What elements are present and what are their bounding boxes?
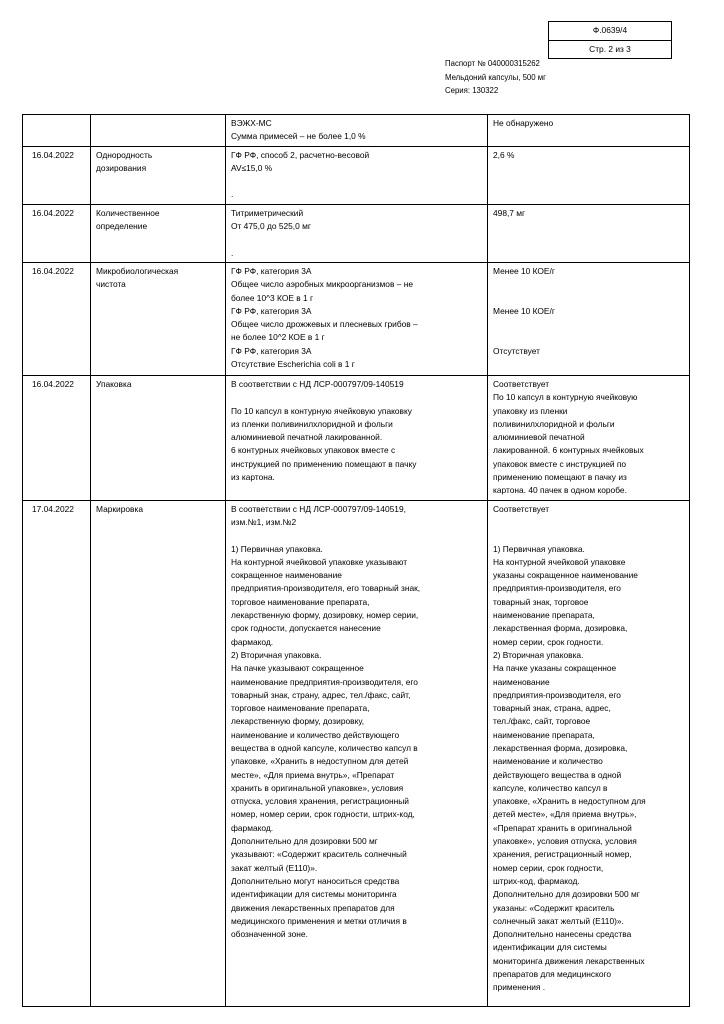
result-cell-line: 498,7 мг [493,207,526,218]
indicator-cell [91,115,226,147]
norm-cell-line: Общее число аэробных микроорганизмов – не [231,279,414,290]
result-cell-line [493,292,684,305]
norm-cell-line: В соответствии с НД ЛСР-000797/09-140519, [231,503,406,514]
norm-cell-line: 2) Вторичная упаковка. [231,649,322,660]
indicator-cell-line: Микробиологическая [96,265,179,276]
result-cell-line: алюминиевой печатной [493,432,585,443]
page-number: Стр. 2 из 3 [549,40,671,58]
indicator-cell [91,146,226,204]
date-text: 16.04.2022 [32,149,74,160]
norm-cell-line: хранить в оригинальной упаковке», условия [231,782,404,793]
test-results-table [22,114,690,1007]
norm-cell-line: инструкцией по применению помещают в пачку [231,458,417,469]
result-cell [488,375,690,500]
norm-cell-line: Сумма примесей – не более 1,0 % [231,131,366,142]
norm-cell-line: Титриметрический [231,207,304,218]
result-cell-line: упаковку из пленки [493,405,568,416]
result-cell-line: На пачке указаны сокращенное [493,663,617,674]
norm-cell-line: ГФ РФ, категория 3А [231,345,312,356]
result-cell-line: хранения, регистрационный номер, [493,849,632,860]
norm-cell-line: Дополнительно для дозировки 500 мг [231,836,378,847]
result-cell [488,204,690,262]
result-cell-line: препаратов для медицинского [493,969,612,980]
result-cell-line [493,318,684,331]
norm-cell-line: из картона. [231,472,275,483]
result-cell-line: 2,6 % [493,149,515,160]
norm-cell [226,146,488,204]
series-number: Серия: 130322 [445,86,499,95]
norm-cell-line: срок годности, допускается нанесение [231,623,381,634]
passport-header [445,57,546,98]
indicator-cell-line: Упаковка [96,378,132,389]
norm-cell-line: ВЭЖХ-МС [231,118,272,128]
date-cell [23,204,91,262]
date-cell [23,262,91,375]
norm-cell-line [231,233,482,246]
indicator-cell-line: определение [96,221,148,232]
result-cell-line: детей месте», «Для приема внутрь», [493,809,637,820]
norm-cell-line: На контурной ячейковой упаковке указывают [231,556,408,567]
norm-cell-line: На пачке указывают сокращенное [231,663,364,674]
norm-cell-line: упаковке, «Хранить в недоступном для детей [231,756,409,767]
norm-cell-line: предприятия-производителя, его товарный знак, [231,583,421,594]
norm-cell-line: По 10 капсул в контурную ячейковую упаковку [231,405,412,416]
norm-cell-line: 6 контурных ячейковых упаковок вместе с [231,445,396,456]
result-cell-line: лекарственная форма, дозировка, [493,623,628,634]
norm-cell [226,375,488,500]
result-cell-line: упаковке», условия отпуска, условия [493,836,637,847]
result-cell-line: указаны: «Содержит краситель [493,902,615,913]
date-text: 17.04.2022 [32,503,74,514]
result-cell-line: номер серии, срок годности. [493,636,604,647]
norm-cell-line: торговое наименование препарата, [231,596,370,607]
result-cell-line: Менее 10 КОЕ/г [493,265,555,276]
norm-cell-line: отпуска, условия хранения, регистрационный [231,796,409,807]
table-row [23,262,690,375]
norm-cell-line: вещества в одной капсуле, количество капсул в [231,742,418,753]
result-cell-line [493,278,684,291]
norm-cell [226,204,488,262]
result-cell-line [493,529,684,542]
result-cell-line: капсуле, количество капсул в [493,782,608,793]
norm-cell-line: обозначенной зоне. [231,929,308,940]
table-row [23,115,690,147]
norm-cell-line [231,175,482,188]
result-cell [488,146,690,204]
result-cell-line: «Препарат хранить в оригинальной [493,822,632,833]
norm-cell-line: . [231,247,234,258]
norm-cell-line: алюминиевой печатной лакированной. [231,432,383,443]
result-cell-line: номер серии, срок годности, [493,862,604,873]
norm-cell-line: фармакод. [231,822,274,833]
norm-cell-line: медицинского применения и метки отличия в [231,915,407,926]
date-cell [23,115,91,147]
result-cell [488,500,690,1006]
indicator-cell-line: Однородность [96,149,153,160]
result-cell-line: применению помещают в пачку из [493,472,627,483]
norm-cell-line: ГФ РФ, способ 2, расчетно-весовой [231,149,370,160]
norm-cell-line: номер, номер серии, срок годности, штрих-код, [231,809,415,820]
result-cell-line: лекарственная форма, дозировка, [493,742,628,753]
result-cell-line: Менее 10 КОЕ/г [493,305,555,316]
norm-cell [226,262,488,375]
result-cell [488,262,690,375]
norm-cell-line: Отсутствие Escherichia coli в 1 г [231,359,355,370]
result-cell-line [493,516,684,529]
norm-cell-line: фармакод. [231,636,274,647]
result-cell-line: картона. 40 пачек в одном коробе. [493,485,627,496]
form-code: Ф.0639/4 [592,25,628,35]
norm-cell-line: торговое наименование препарата, [231,703,370,714]
norm-cell-line: товарный знак, страну, адрес, тел./факс, сайт, [231,689,411,700]
date-cell [23,500,91,1006]
date-text: 16.04.2022 [32,378,74,389]
table-row [23,146,690,204]
norm-cell-line: 1) Первичная упаковка. [231,543,323,554]
norm-cell-line: ГФ РФ, категория 3А [231,305,312,316]
table-row [23,204,690,262]
result-cell-line: На контурной ячейковой упаковке [493,556,626,567]
result-cell-line: мониторинга движения лекарственных [493,955,645,966]
norm-cell-line: Общее число дрожжевых и плесневых грибов – [231,319,418,330]
result-cell-line: солнечный закат желтый (Е110)». [493,915,624,926]
product-name: Мельдоний капсулы, 500 мг [445,72,546,82]
indicator-cell [91,204,226,262]
date-text [32,117,85,130]
result-cell-line: тел./факс, сайт, торговое [493,716,591,727]
result-cell-line: упаковке, «Хранить в недоступном для [493,796,646,807]
table-row [23,500,690,1006]
result-cell-line: идентификации для системы [493,942,607,953]
norm-cell-line: . [231,189,234,200]
result-cell-line: наименование [493,676,550,687]
norm-cell-line: AV≤15,0 % [231,162,273,173]
norm-cell-line: изм.№1, изм.№2 [231,516,297,527]
result-cell-line: поливинилхлоридной и фольги [493,418,615,429]
norm-cell-line: из пленки поливинилхлоридной и фольги [231,418,393,429]
norm-cell-line: В соответствии с НД ЛСР-000797/09-140519 [231,378,404,389]
result-cell-line: 2) Вторичная упаковка. [493,649,584,660]
norm-cell-line: закат желтый (Е110)». [231,862,318,873]
indicator-cell-line: Количественное [96,207,160,218]
result-cell-line: 1) Первичная упаковка. [493,543,585,554]
norm-cell-line: не более 10^2 КОЕ в 1 г [231,332,325,343]
result-cell-line: применения . [493,982,546,993]
norm-cell-line [231,391,482,404]
norm-cell-line: указывают: «Содержит краситель солнечный [231,849,407,860]
date-cell [23,375,91,500]
indicator-cell [91,500,226,1006]
result-cell-line: наименование препарата, [493,729,595,740]
result-cell-line: товарный знак, торговое [493,596,589,607]
norm-cell-line: ГФ РФ, категория 3А [231,265,312,276]
result-cell-line: Не обнаружено [493,118,554,128]
result-cell-line: предприятия-производителя, его [493,583,621,594]
result-cell-line: указаны сокращенное наименование [493,570,638,581]
form-code-box [548,21,672,59]
indicator-cell-line: Маркировка [96,503,143,514]
result-cell-line: наименование и количество [493,756,603,767]
norm-cell-line: От 475,0 до 525,0 мг [231,221,311,232]
norm-cell-line: лекарственную форму, дозировку, [231,716,365,727]
result-cell-line: Соответствует [493,378,550,389]
result-cell-line: Отсутствует [493,345,540,356]
result-cell-line: штрих-код, фармакод. [493,875,580,886]
result-cell-line: лакированной. 6 контурных ячейковых [493,445,644,456]
date-cell [23,146,91,204]
result-cell-line: Дополнительно для дозировки 500 мг [493,889,640,900]
indicator-cell [91,375,226,500]
result-cell-line: действующего вещества в одной [493,769,622,780]
result-cell-line [493,331,684,344]
indicator-cell-line: дозирования [96,162,147,173]
passport-number: Паспорт № 040000315262 [445,59,540,68]
date-text: 16.04.2022 [32,265,74,276]
norm-cell-line: месте», «Для приема внутрь», «Препарат [231,769,395,780]
norm-cell-line: наименование и количество действующего [231,729,400,740]
norm-cell-line: идентификации для системы мониторинга [231,889,397,900]
result-cell-line: товарный знак, страна, адрес, [493,703,611,714]
indicator-cell [91,262,226,375]
indicator-cell-line: чистота [96,279,126,290]
norm-cell-line: Дополнительно могут наноситься средства [231,875,400,886]
date-text: 16.04.2022 [32,207,74,218]
norm-cell [226,500,488,1006]
table-row [23,375,690,500]
norm-cell-line: более 10^3 КОЕ в 1 г [231,292,314,303]
norm-cell-line: лекарственную форму, дозировку, номер серии, [231,610,419,621]
norm-cell-line: сокращенное наименование [231,570,342,581]
result-cell-line: предприятия-производителя, его [493,689,621,700]
result-cell-line: Дополнительно нанесены средства [493,929,632,940]
result-cell-line: упаковок вместе с инструкцией по [493,458,627,469]
result-cell [488,115,690,147]
result-cell-line: По 10 капсул в контурную ячейковую [493,392,638,403]
norm-cell [226,115,488,147]
norm-cell-line: движения лекарственных препаратов для [231,902,395,913]
norm-cell-line: наименование предприятия-производителя, его [231,676,418,687]
result-cell-line: наименование препарата, [493,610,595,621]
result-cell-line: Соответствует [493,503,550,514]
norm-cell-line [231,529,482,542]
